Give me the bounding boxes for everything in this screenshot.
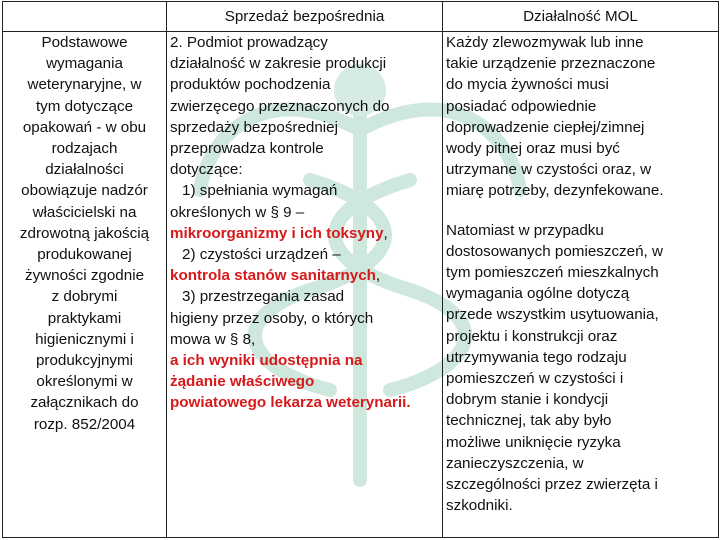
requirements-cell — [3, 32, 167, 538]
item2-tail: , — [375, 267, 381, 285]
comparison-table — [2, 1, 719, 538]
direct-sale-item-3-line: higieny przez osoby, o których — [170, 309, 374, 327]
direct-sale-intro-line: produktów pochodzenia — [170, 76, 331, 94]
requirements-line: opakowań - w obu — [22, 118, 147, 136]
direct-sale-closing-line: żądanie właściwego — [170, 373, 315, 391]
moc-paragraph-1 — [446, 32, 715, 202]
direct-sale-item-2: 2) czystości urządzeń – — [182, 246, 341, 264]
requirements-line: z dobrymi — [51, 288, 118, 306]
requirements-line: określonymi w — [36, 373, 133, 391]
requirements-line: działalności — [45, 161, 124, 179]
moc-paragraph-2-line: dostosowanych pomieszczeń, w — [446, 242, 663, 260]
table-header-row — [3, 2, 719, 32]
requirements-line: Podstawowe — [41, 34, 128, 51]
moc-paragraph-2-line: przede wszystkim usytuowania, — [446, 306, 659, 324]
requirements-line: weterynaryjne, w — [27, 76, 142, 94]
requirements-line: zdrowotną jakością — [19, 224, 150, 242]
direct-sale-item-2-highlight-line — [170, 265, 439, 286]
header-moc: Działalność MOL — [443, 2, 719, 32]
paragraph-gap — [446, 202, 715, 220]
direct-sale-item-1-line: 1) spełniania wymagań — [182, 182, 338, 200]
moc-paragraph-1-line: miarę potrzeby, dezynfekowane. — [446, 182, 664, 200]
moc-paragraph-1-line: utrzymane w czystości oraz, w — [446, 161, 652, 179]
direct-sale-closing-line: a ich wyniki udostępnia na — [170, 352, 363, 370]
moc-paragraph-1-line: takie urządzenie przeznaczone — [446, 55, 656, 73]
requirements-line: produkcyjnymi — [35, 352, 134, 370]
direct-sale-intro-line: działalność w zakresie produkcji — [170, 55, 387, 73]
requirements-line: praktykami — [47, 309, 122, 327]
requirements-line: tym dotyczące — [35, 97, 134, 115]
requirements-line: produkowanej — [37, 246, 132, 264]
direct-sale-item-3-line: mowa w § 8, — [170, 330, 256, 348]
direct-sale-intro-line: przeprowadza kontrole — [170, 140, 324, 158]
requirements-line: wymagania — [46, 55, 123, 73]
requirements-line: właścicielski na — [32, 203, 137, 221]
requirements-line: rodzajach — [51, 140, 118, 158]
direct-sale-item-3 — [170, 286, 439, 350]
sanitary-control-highlight: kontrola stanów sanitarnych — [170, 267, 376, 285]
requirements-line: obowiązuje nadzór — [21, 182, 148, 200]
moc-paragraph-2-line: tym pomieszczeń mieszkalnych — [446, 264, 659, 282]
microorganisms-highlight: mikroorganizmy i ich toksyny — [170, 224, 384, 242]
moc-cell — [443, 32, 719, 538]
requirements-line: higienicznymi i — [35, 330, 134, 348]
moc-paragraph-2-line: wymagania ogólne dotyczą — [446, 285, 630, 303]
requirements-line: rozp. 852/2004 — [33, 415, 136, 433]
direct-sale-intro — [170, 32, 439, 180]
moc-paragraph-2 — [446, 220, 715, 517]
moc-paragraph-1-line: Każdy zlewozmywak lub inne — [446, 34, 644, 51]
requirements-line: żywności zgodnie — [24, 267, 145, 285]
direct-sale-closing-highlight — [170, 350, 439, 414]
direct-sale-intro-line: zwierzęcego przeznaczonych do — [170, 97, 390, 115]
direct-sale-intro-line: 2. Podmiot prowadzący — [170, 34, 328, 51]
direct-sale-item-1-line: określonych w § 9 – — [170, 203, 305, 221]
moc-paragraph-2-line: zanieczyszczenia, w — [446, 454, 584, 472]
requirements-text — [6, 32, 163, 435]
moc-paragraph-1-line: posiadać odpowiednie — [446, 97, 597, 115]
direct-sale-cell — [167, 32, 443, 538]
direct-sale-item-1 — [170, 180, 439, 222]
direct-sale-item-1-highlight-line — [170, 223, 439, 244]
direct-sale-item-3-line: 3) przestrzegania zasad — [182, 288, 345, 306]
moc-paragraph-2-line: szkodniki. — [446, 497, 513, 515]
direct-sale-intro-line: dotyczące: — [170, 161, 243, 179]
moc-paragraph-1-line: wody pitnej oraz musi być — [446, 140, 620, 158]
requirements-line: załącznikach do — [30, 394, 139, 412]
moc-paragraph-2-line: możliwe uniknięcie ryzyka — [446, 433, 621, 451]
moc-paragraph-2-line: projektu i konstrukcji oraz — [446, 327, 618, 345]
header-direct-sale: Sprzedaż bezpośrednia — [167, 2, 443, 32]
table-content-row — [3, 32, 719, 538]
direct-sale-closing-line: powiatowego lekarza weterynarii. — [170, 394, 411, 412]
moc-paragraph-1-line: doprowadzenie ciepłej/zimnej — [446, 118, 645, 136]
moc-paragraph-2-line: technicznej, tak aby było — [446, 412, 612, 430]
direct-sale-intro-line: sprzedaży bezpośredniej — [170, 118, 339, 136]
moc-paragraph-1-line: do mycia żywności musi — [446, 76, 609, 94]
header-empty-cell — [3, 2, 167, 32]
moc-paragraph-2-line: dobrym stanie i kondycji — [446, 391, 609, 409]
item1-tail: , — [383, 224, 388, 242]
moc-paragraph-2-line: szczególności przez zwierzęta i — [446, 476, 658, 494]
moc-paragraph-2-line: Natomiast w przypadku — [446, 221, 604, 239]
moc-paragraph-2-line: utrzymywania tego rodzaju — [446, 348, 627, 366]
moc-paragraph-2-line: pomieszczeń w czystości i — [446, 370, 624, 388]
